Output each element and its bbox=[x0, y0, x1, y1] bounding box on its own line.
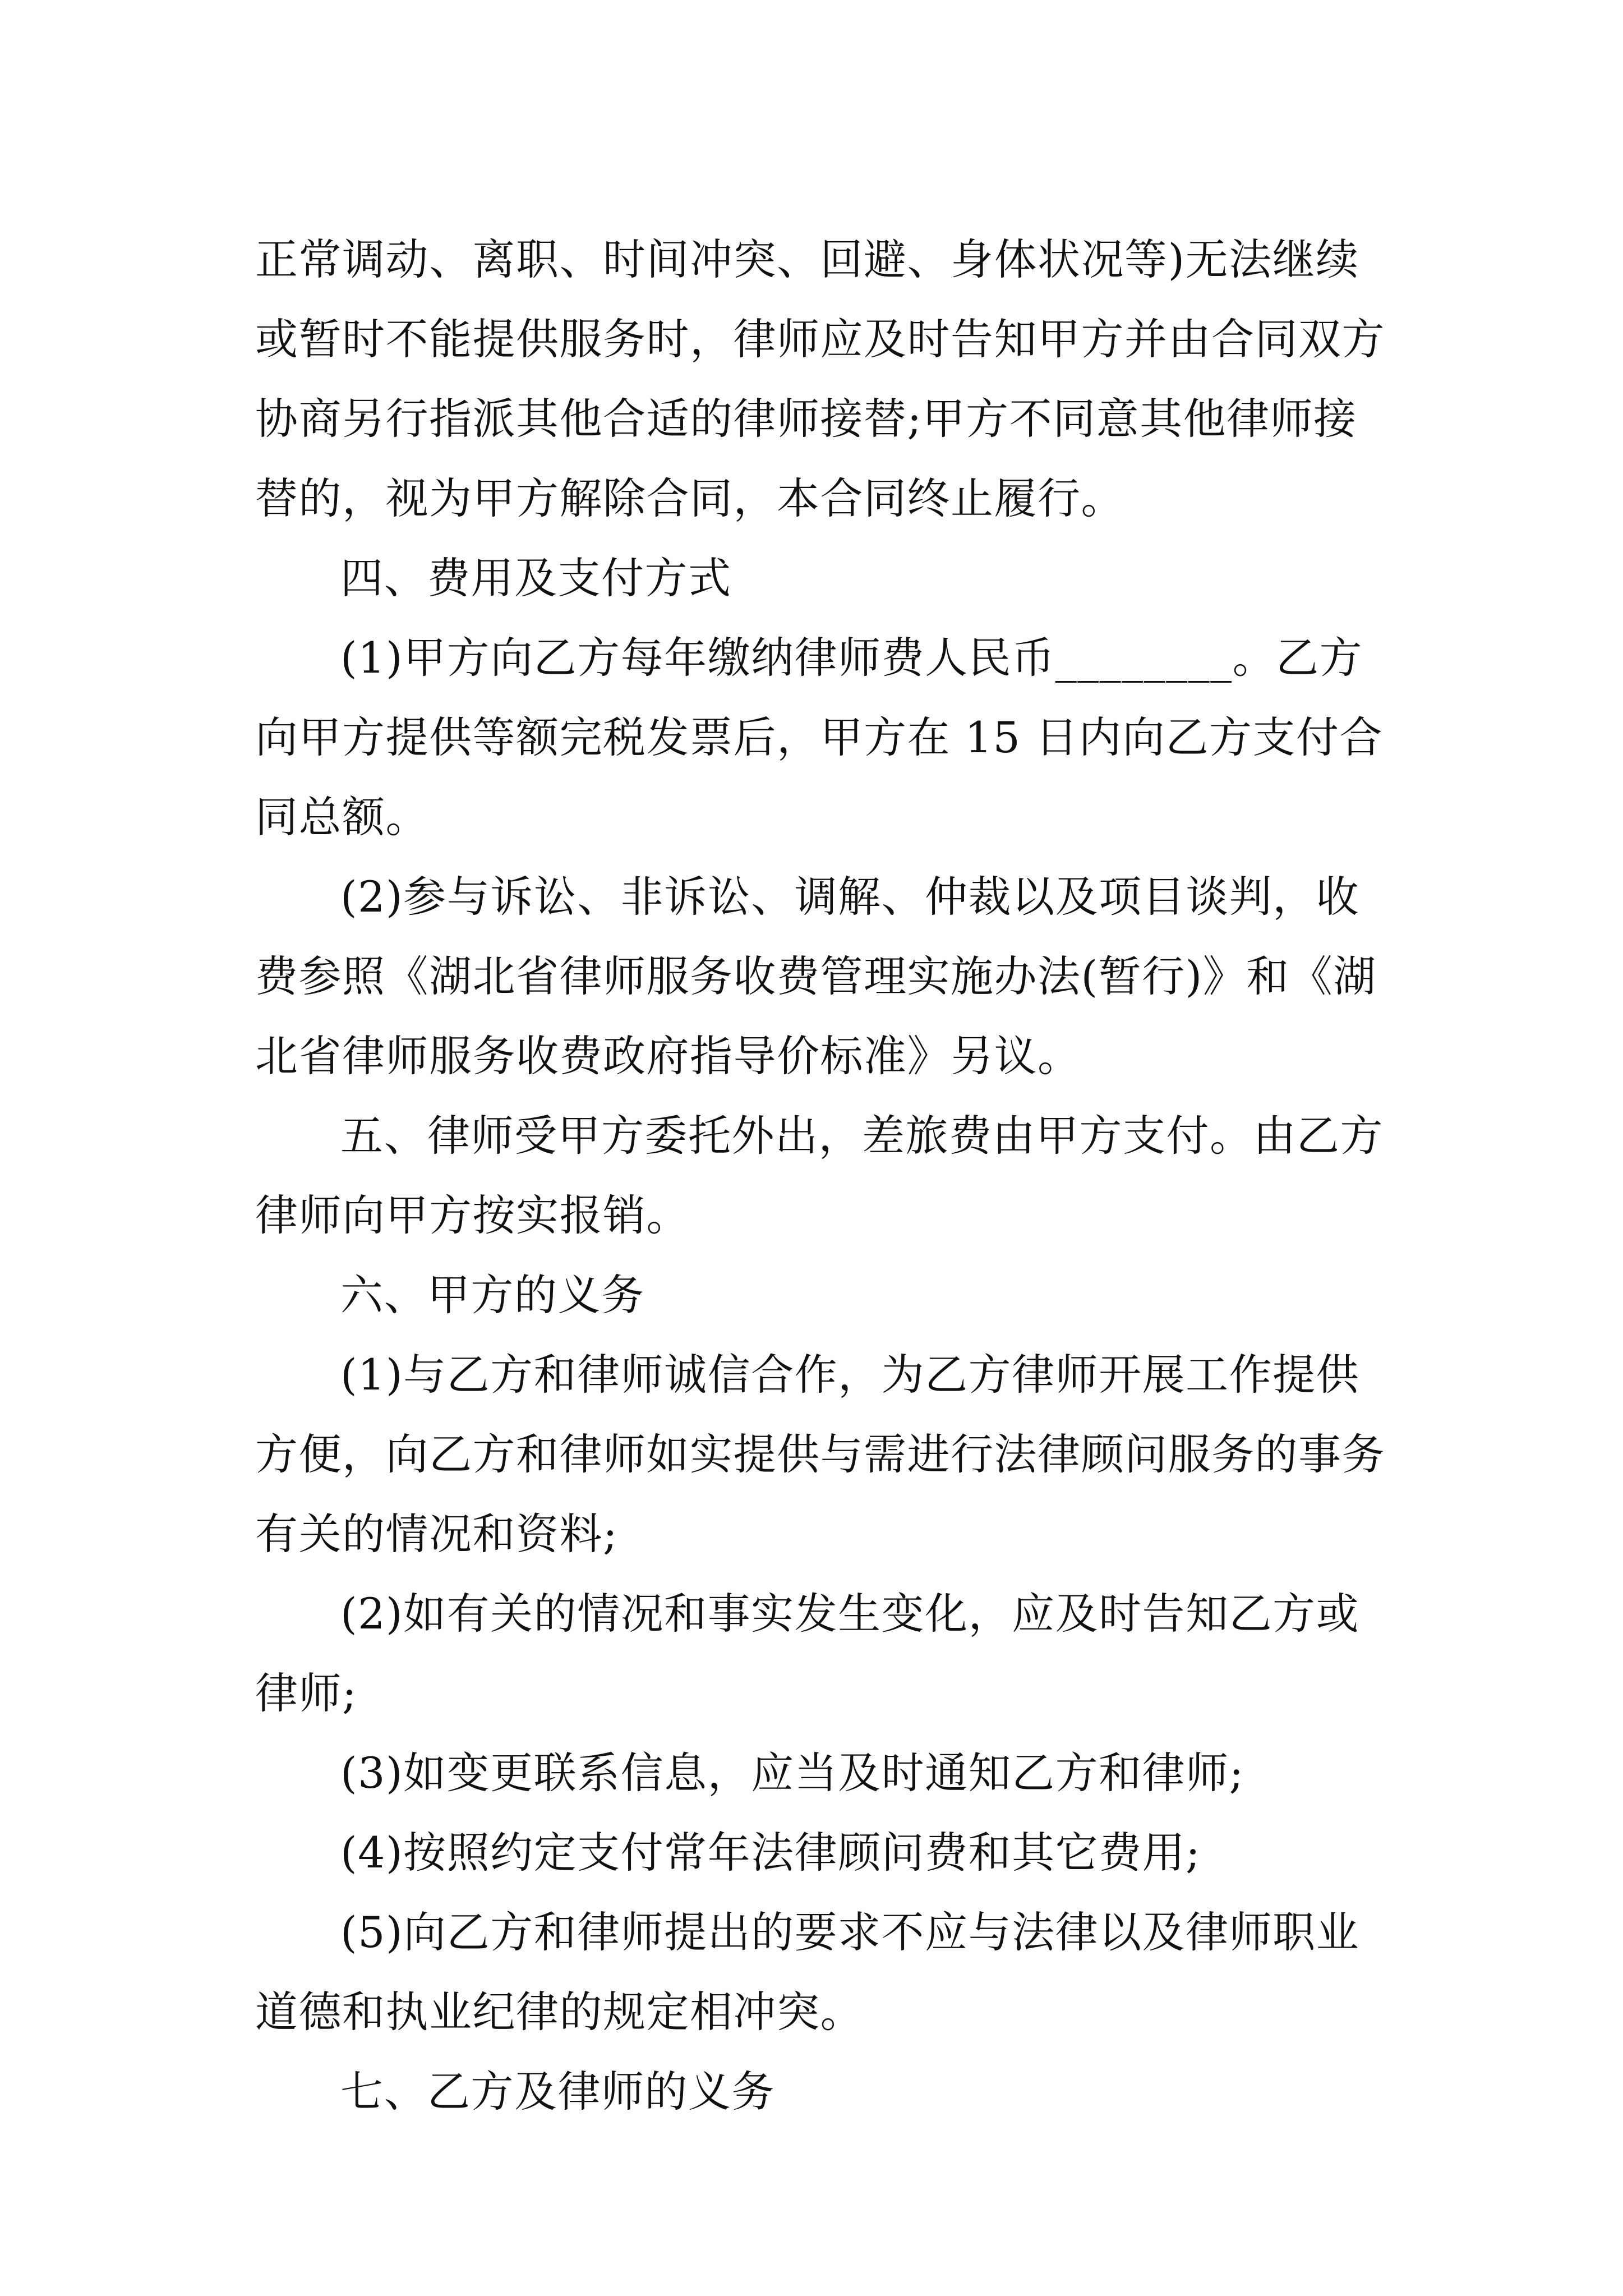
text-line: (1)甲方向乙方每年缴纳律师费人民币________。乙方 bbox=[340, 633, 1363, 683]
text-line: (5)向乙方和律师提出的要求不应与法律以及律师职业 bbox=[340, 1907, 1360, 1957]
text-line: 向甲方提供等额完税发票后，甲方在 15 日内向乙方支付合 bbox=[255, 712, 1384, 762]
text-line: 北省律师服务收费政府指导价标准》另议。 bbox=[255, 1031, 1081, 1081]
text-line: 同总额。 bbox=[255, 792, 429, 842]
text-line: (2)参与诉讼、非诉讼、调解、仲裁以及项目谈判，收 bbox=[340, 872, 1360, 922]
text-line: 有关的情况和资料; bbox=[255, 1509, 619, 1559]
section-heading: 七、乙方及律师的义务 bbox=[340, 2067, 775, 2116]
text-line: (4)按照约定支付常年法律顾问费和其它费用; bbox=[340, 1828, 1201, 1878]
text-line: 方便，向乙方和律师如实提供与需进行法律顾问服务的事务 bbox=[255, 1429, 1385, 1479]
text-line: 协商另行指派其他合适的律师接替;甲方不同意其他律师接 bbox=[255, 394, 1357, 444]
text-line: 律师; bbox=[255, 1668, 358, 1718]
text-line: 正常调动、离职、时间冲突、回避、身体状况等)无法继续 bbox=[255, 234, 1359, 284]
section-heading: 四、费用及支付方式 bbox=[340, 553, 732, 603]
text-line: (2)如有关的情况和事实发生变化，应及时告知乙方或 bbox=[340, 1589, 1360, 1639]
text-line: (3)如变更联系信息，应当及时通知乙方和律师; bbox=[340, 1748, 1244, 1798]
section-heading: 五、律师受甲方委托外出，差旅费由甲方支付。由乙方 bbox=[340, 1111, 1384, 1161]
document-body bbox=[255, 220, 1385, 2132]
text-line: 或暂时不能提供服务时，律师应及时告知甲方并由合同双方 bbox=[255, 314, 1385, 364]
text-line: 费参照《湖北省律师服务收费管理实施办法(暂行)》和《湖 bbox=[255, 951, 1377, 1001]
section-heading: 六、甲方的义务 bbox=[340, 1270, 645, 1320]
text-line: 律师向甲方按实报销。 bbox=[255, 1190, 690, 1240]
text-line: 替的，视为甲方解除合同，本合同终止履行。 bbox=[255, 473, 1124, 523]
text-line: 道德和执业纪律的规定相冲突。 bbox=[255, 1987, 864, 2037]
text-line: (1)与乙方和律师诚信合作，为乙方律师开展工作提供 bbox=[340, 1350, 1360, 1400]
